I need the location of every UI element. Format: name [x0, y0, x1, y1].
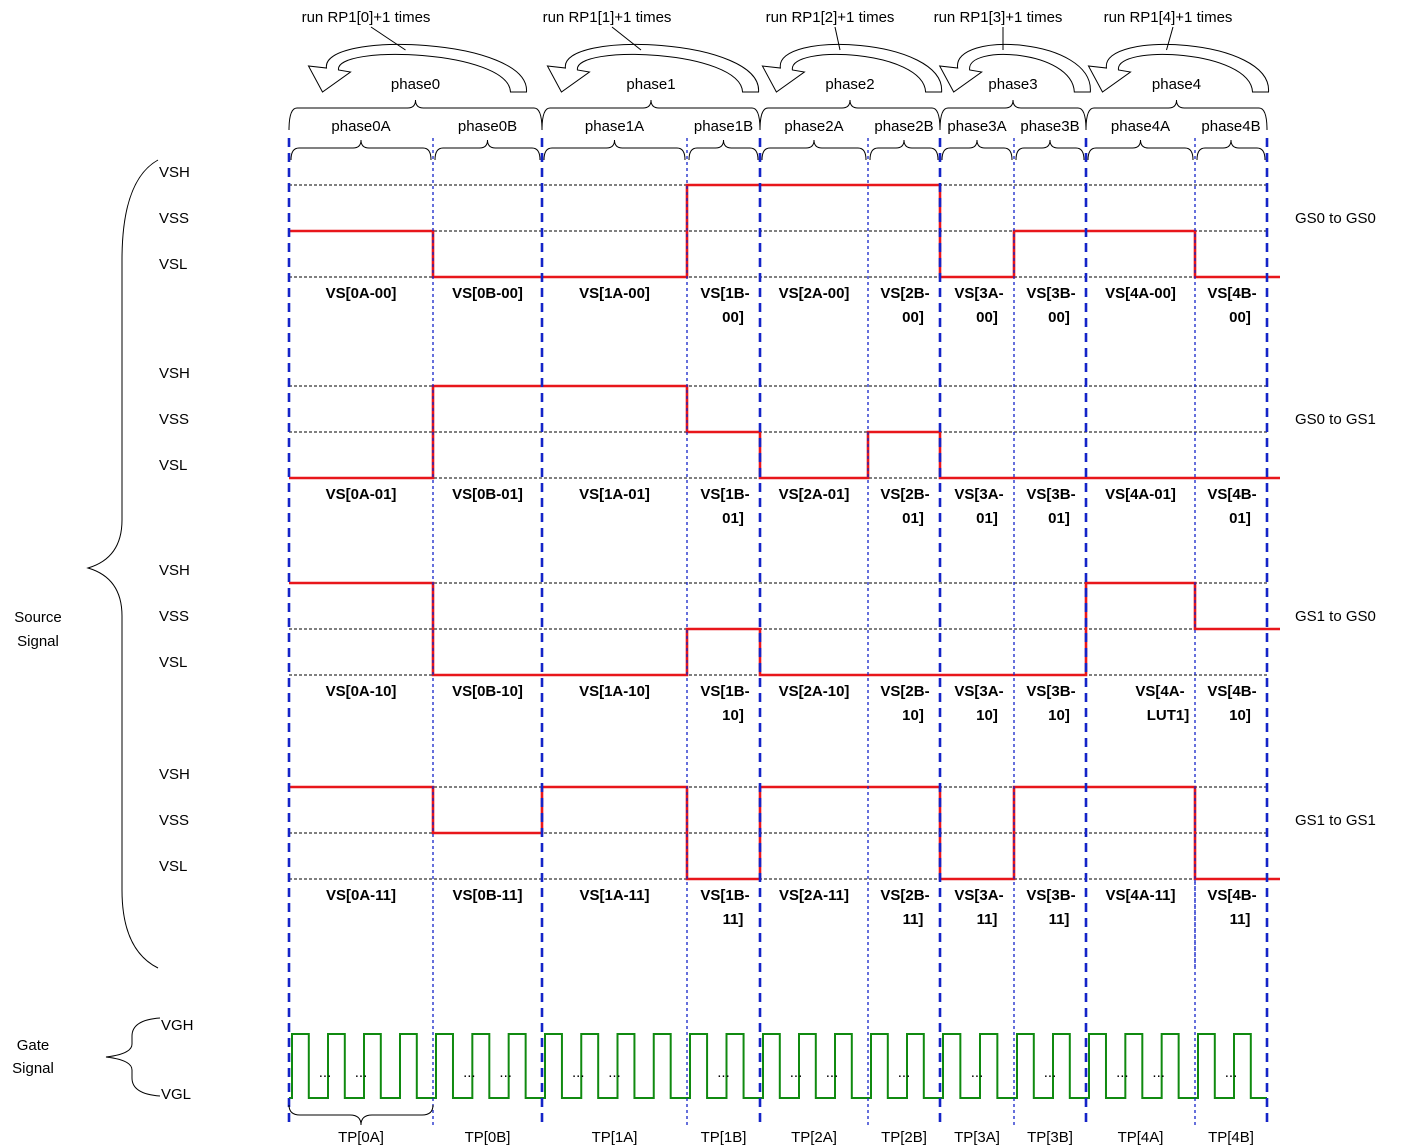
ellipsis-text: ... — [717, 1064, 730, 1081]
voltage-setting-label: 11] — [976, 911, 998, 928]
source-signal-label: Signal — [17, 633, 59, 650]
subphase-brace — [544, 140, 685, 160]
voltage-setting-label: VS[1B- — [700, 285, 750, 302]
ellipsis-text: ... — [789, 1064, 803, 1081]
run-repeat-label: run RP1[2]+1 times — [765, 9, 895, 26]
subphase-brace — [1088, 140, 1193, 160]
ellipsis-text: ... — [608, 1064, 621, 1081]
vsh-label: VSH — [159, 766, 190, 783]
voltage-setting-label: 10] — [1229, 707, 1251, 724]
vsh-label: VSH — [159, 562, 190, 579]
subphase-label: phase3B — [1020, 118, 1080, 135]
phase-label: phase2 — [825, 76, 875, 93]
phase-label: phase4 — [1151, 76, 1202, 93]
subphase-label: phase4A — [1110, 118, 1171, 135]
voltage-setting-label: VS[2B- — [880, 683, 930, 700]
voltage-setting-label: 00] — [902, 309, 924, 326]
ellipsis-text: ... — [499, 1064, 512, 1081]
vss-label: VSS — [159, 812, 190, 829]
voltage-setting-label: VS[4B- — [1207, 683, 1257, 700]
row-transition-label: GS0 to GS0 — [1295, 210, 1376, 227]
voltage-setting-label: 11] — [1048, 911, 1070, 928]
subphase-label: phase0B — [457, 118, 518, 135]
tp-label: TP[3A] — [954, 1129, 1000, 1146]
subphase-label: phase1B — [693, 118, 754, 135]
voltage-setting-label: VS[4B- — [1207, 887, 1257, 904]
ellipsis-text: ... — [897, 1064, 911, 1081]
phase-label: phase1 — [626, 76, 676, 93]
voltage-setting-label: VS[0B-01] — [452, 486, 523, 503]
voltage-setting-label: VS[1A-00] — [579, 285, 650, 302]
ellipsis-text: ... — [354, 1064, 368, 1081]
voltage-setting-label: VS[0A-01] — [325, 486, 397, 503]
voltage-setting-label: VS[4A-00] — [1105, 285, 1176, 302]
voltage-setting-label: VS[0A-10] — [325, 683, 397, 700]
source-signal-label: Source — [14, 609, 62, 626]
row-transition-label: GS0 to GS1 — [1295, 411, 1376, 428]
voltage-setting-label: 01] — [976, 510, 998, 527]
voltage-setting-label: LUT1] — [1146, 707, 1190, 724]
voltage-setting-label: VS[1B- — [700, 486, 750, 503]
voltage-setting-label: 01] — [1048, 510, 1070, 527]
voltage-setting-label: VS[2A-01] — [778, 486, 850, 503]
voltage-setting-label: VS[4A-11] — [1105, 887, 1176, 904]
subphase-label: phase1A — [584, 118, 645, 135]
voltage-setting-label: VS[2A-10] — [778, 683, 850, 700]
ellipsis-text: ... — [571, 1064, 585, 1081]
voltage-setting-label: VS[3A- — [954, 887, 1004, 904]
vsl-label: VSL — [159, 858, 188, 875]
subphase-brace — [870, 140, 938, 160]
subphase-brace — [689, 140, 758, 160]
tp-label: TP[2A] — [791, 1129, 837, 1146]
voltage-setting-label: 00] — [1048, 309, 1070, 326]
vss-label: VSS — [159, 411, 190, 428]
vgh-label: VGH — [161, 1017, 194, 1034]
voltage-setting-label: 00] — [976, 309, 998, 326]
voltage-setting-label: 10] — [902, 707, 924, 724]
source-signal-brace — [88, 160, 158, 968]
subphase-brace — [435, 140, 540, 160]
ellipsis-text: ... — [463, 1064, 476, 1081]
voltage-setting-label: VS[4A-01] — [1105, 486, 1176, 503]
voltage-setting-label: VS[0B-10] — [452, 683, 523, 700]
vss-label: VSS — [159, 608, 190, 625]
tp-label: TP[0B] — [464, 1129, 511, 1146]
voltage-setting-label: VS[2A-11] — [778, 887, 850, 904]
vsl-label: VSL — [159, 654, 188, 671]
row-transition-label: GS1 to GS1 — [1295, 812, 1376, 829]
voltage-setting-label: VS[1A-11] — [579, 887, 650, 904]
run-repeat-label: run RP1[4]+1 times — [1103, 9, 1233, 26]
subphase-brace — [1197, 140, 1265, 160]
voltage-setting-label: VS[4A- — [1135, 683, 1185, 700]
voltage-setting-label: 11] — [722, 911, 744, 928]
ellipsis-text: ... — [825, 1064, 839, 1081]
voltage-setting-label: VS[4B- — [1207, 285, 1257, 302]
voltage-setting-label: 01] — [902, 510, 924, 527]
vsh-label: VSH — [159, 164, 190, 181]
voltage-setting-label: 10] — [1048, 707, 1070, 724]
voltage-setting-label: VS[3B- — [1026, 285, 1076, 302]
diagram-text — [12, 9, 1376, 1146]
voltage-setting-label: VS[3A- — [954, 683, 1004, 700]
tp-label: TP[4B] — [1208, 1129, 1254, 1146]
run-repeat-label: run RP1[0]+1 times — [301, 9, 431, 26]
repeat-arrows — [309, 27, 1269, 92]
voltage-setting-label: VS[3A- — [954, 486, 1004, 503]
voltage-setting-label: 00] — [722, 309, 744, 326]
tp-label: TP[4A] — [1117, 1129, 1164, 1146]
phase-label: phase0 — [390, 76, 441, 93]
voltage-setting-label: VS[2B- — [880, 285, 930, 302]
voltage-setting-label: 11] — [902, 911, 924, 928]
tp-label: TP[3B] — [1027, 1129, 1073, 1146]
vgl-label: VGL — [161, 1086, 192, 1103]
voltage-setting-label: 10] — [976, 707, 998, 724]
voltage-setting-label: 10] — [722, 707, 744, 724]
voltage-setting-label: VS[0A-00] — [325, 285, 397, 302]
voltage-setting-label: VS[2A-00] — [778, 285, 850, 302]
voltage-setting-label: VS[1A-10] — [579, 683, 650, 700]
voltage-setting-label: VS[0A-11] — [325, 887, 397, 904]
subphase-brace — [762, 140, 866, 160]
tp-label: TP[0A] — [338, 1129, 384, 1146]
subphase-brace — [1016, 140, 1084, 160]
voltage-setting-label: VS[4B- — [1207, 486, 1257, 503]
subphase-brace — [291, 140, 431, 160]
ellipsis-text: ... — [318, 1064, 332, 1081]
run-repeat-label: run RP1[3]+1 times — [933, 9, 1063, 26]
ellipsis-text: ... — [1224, 1064, 1238, 1081]
ellipsis-text: ... — [1152, 1064, 1165, 1081]
row-transition-label: GS1 to GS0 — [1295, 608, 1376, 625]
subphase-brace — [942, 140, 1012, 160]
voltage-setting-label: VS[3B- — [1026, 683, 1076, 700]
voltage-setting-label: VS[2B- — [880, 486, 930, 503]
subphase-label: phase3A — [947, 118, 1007, 135]
vsl-label: VSL — [159, 457, 188, 474]
voltage-setting-label: VS[1B- — [700, 887, 750, 904]
voltage-setting-label: 01] — [722, 510, 744, 527]
subphase-label: phase2B — [874, 118, 934, 135]
voltage-setting-label: 11] — [1229, 911, 1251, 928]
voltage-setting-label: VS[2B- — [880, 887, 930, 904]
gate-signal-brace — [106, 1018, 160, 1096]
subphase-label: phase2A — [784, 118, 844, 135]
phase-braces — [88, 100, 1267, 1125]
phase-label: phase3 — [988, 76, 1038, 93]
subphase-label: phase0A — [331, 118, 391, 135]
voltage-setting-label: VS[3B- — [1026, 486, 1076, 503]
voltage-setting-label: VS[3B- — [1026, 887, 1076, 904]
voltage-setting-label: VS[3A- — [954, 285, 1004, 302]
subphase-label: phase4B — [1201, 118, 1261, 135]
voltage-setting-label: 00] — [1229, 309, 1251, 326]
voltage-setting-label: VS[0B-00] — [452, 285, 523, 302]
vss-label: VSS — [159, 210, 190, 227]
tp-label: TP[1B] — [700, 1129, 747, 1146]
tp-label: TP[1A] — [591, 1129, 638, 1146]
voltage-setting-label: VS[1B- — [700, 683, 750, 700]
tp-label: TP[2B] — [881, 1129, 927, 1146]
tp-brace — [289, 1105, 433, 1125]
voltage-setting-label: VS[0B-11] — [452, 887, 523, 904]
vsl-label: VSL — [159, 256, 188, 273]
ellipsis-text: ... — [1116, 1064, 1129, 1081]
run-repeat-label: run RP1[1]+1 times — [542, 9, 672, 26]
vsh-label: VSH — [159, 365, 190, 382]
gate-signal-label: Signal — [12, 1060, 54, 1077]
ellipsis-text: ... — [1043, 1064, 1057, 1081]
voltage-setting-label: 01] — [1229, 510, 1251, 527]
gate-signal-label: Gate — [16, 1037, 50, 1054]
ellipsis-text: ... — [970, 1064, 984, 1081]
voltage-setting-label: VS[1A-01] — [579, 486, 650, 503]
